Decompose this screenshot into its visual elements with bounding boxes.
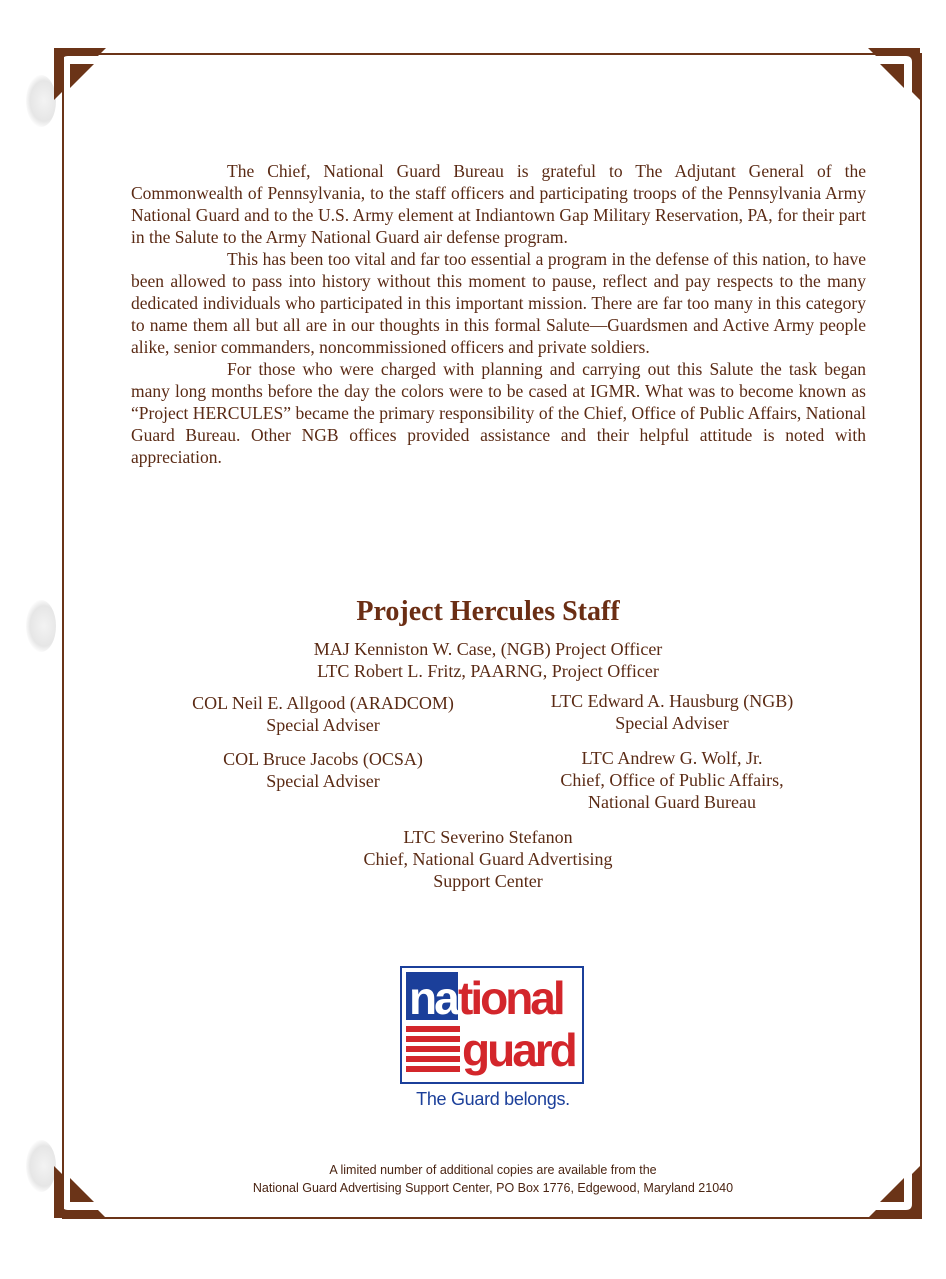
staff-role: Chief, Office of Public Affairs, [560, 770, 784, 790]
paragraph: The Chief, National Guard Bureau is grateful to The Adjutant General of the Commonwealth of Pennsylvania, to the staff officers and participating troops of the Pennsylvania Army National Guard and to the U.S. Army element at Indiantown Gap Military Reservation, PA, for their part in the Salute to the Army National Guard air defense program. [131, 161, 866, 247]
footer-line: A limited number of additional copies are available from the [329, 1163, 657, 1177]
paragraph: For those who were charged with planning and carrying out this Salute the task began many long months before the day the colors were to be cased at IGMR. What was to become known as “Project HERCULES” became the primary responsibility of the Chief, Office of Public Affairs, National Guard Bureau. Other NGB offices provided assistance and their helpful attitude is noted with appreciation. [131, 359, 866, 467]
footer-line: National Guard Advertising Support Center, PO Box 1776, Edgewood, Maryland 21040 [252, 1181, 734, 1195]
staff-member-allgood [158, 692, 488, 736]
staff-role: Special Adviser [266, 715, 380, 735]
logo-word-guard: guard [462, 1024, 575, 1076]
logo-prefix: na [409, 972, 457, 1024]
staff-title: Project Hercules Staff [356, 596, 620, 627]
project-officers [0, 638, 946, 682]
body-text [131, 160, 866, 468]
staff-member-jacobs [158, 748, 488, 792]
binder-hole-shadow [26, 75, 56, 127]
project-officer-line: MAJ Kenniston W. Case, (NGB) Project Officer [313, 639, 663, 659]
staff-name: COL Neil E. Allgood (ARADCOM) [192, 693, 454, 713]
staff-member-hausburg [507, 690, 837, 734]
staff-name: COL Bruce Jacobs (OCSA) [223, 749, 423, 769]
staff-member-wolf [507, 747, 837, 813]
footer-note [0, 1161, 946, 1197]
staff-role: National Guard Bureau [588, 792, 756, 812]
staff-role: Support Center [433, 871, 543, 891]
staff-role: Chief, National Guard Advertising [363, 849, 613, 869]
national-guard-logo [400, 966, 584, 1084]
paragraph: This has been too vital and far too essential a program in the defense of this nation, to have been allowed to pass into history without this moment to pause, reflect and pay respects to the many dedicated individuals who participated in this important mission. There are far too many in this category to name them all but all are in our thoughts in this formal Salute—Guardsmen and Active Army people alike, senior commanders, noncommissioned officers and private soldiers. [131, 249, 866, 357]
logo-word-tional: tional [458, 972, 563, 1024]
corner-ornament-icon [54, 48, 106, 100]
staff-role: Special Adviser [615, 713, 729, 733]
staff-role: Special Adviser [266, 771, 380, 791]
staff-name: LTC Andrew G. Wolf, Jr. [581, 748, 763, 768]
corner-ornament-icon [868, 48, 920, 100]
staff-member-stefanon [0, 826, 946, 892]
staff-name: LTC Severino Stefanon [403, 827, 573, 847]
staff-name: LTC Edward A. Hausburg (NGB) [550, 691, 794, 711]
project-officer-line: LTC Robert L. Fritz, PAARNG, Project Officer [317, 661, 659, 681]
logo-tagline: The Guard belongs. [416, 1089, 570, 1109]
